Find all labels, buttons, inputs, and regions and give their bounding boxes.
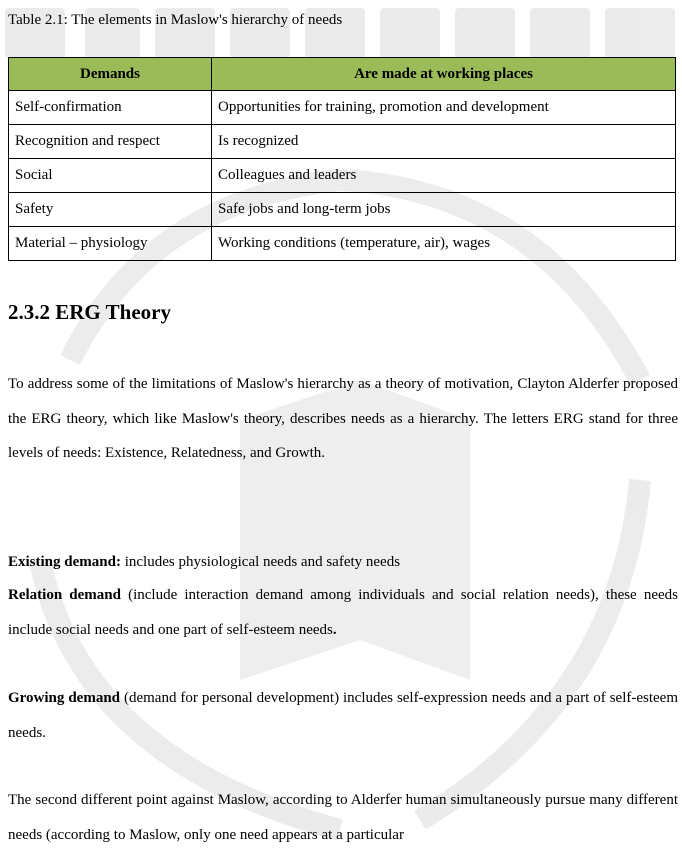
paragraph-second-point: The second different point against Maslow, according to Alderfer human simultaneously pursue many different needs (according to Maslow, only one need appears at a particular [8,792,678,843]
paragraph-growing-demand [8,681,678,750]
maslow-needs-table [8,57,676,261]
table-row [9,193,676,227]
table-cell-workplace: Is recognized [212,125,676,159]
section-heading: 2.3.2 ERG Theory [8,300,171,324]
term-relation-demand: Relation demand [8,587,121,603]
table-caption: Table 2.1: The elements in Maslow's hierarchy of needs [8,12,343,28]
paragraph-existing-demand [8,545,678,580]
table-row [9,159,676,193]
table-row [9,227,676,261]
paragraph-text: (demand for personal development) includes self-expression needs and a part of self-esteem needs. [8,690,678,741]
table-cell-demand: Recognition and respect [9,125,212,159]
table-cell-demand: Self-confirmation [9,91,212,125]
paragraph-erg-intro: To address some of the limitations of Maslow's hierarchy as a theory of motivation, Clayton Alderfer proposed the ERG theory, which like Maslow's theory, describes needs as a hierarchy. The letters ERG stand for three levels of needs: Existence, Relatedness, and Growth. [8,376,678,461]
table-cell-workplace: Opportunities for training, promotion and development [212,91,676,125]
table-row [9,125,676,159]
table-header-row [9,58,676,91]
term-growing-demand: Growing demand [8,690,121,706]
table-cell-workplace: Colleagues and leaders [212,159,676,193]
table-header-working-places: Are made at working places [212,58,676,91]
table-cell-workplace: Safe jobs and long-term jobs [212,193,676,227]
table-cell-workplace: Working conditions (temperature, air), wages [212,227,676,261]
table-row [9,91,676,125]
table-cell-demand: Material – physiology [9,227,212,261]
term-existing-demand: Existing demand: [8,554,121,570]
table-header-demands: Demands [9,58,212,91]
paragraph-text: includes physiological needs and safety needs [120,554,401,570]
paragraph-period: . [332,621,337,638]
paragraph-relation-demand [8,578,678,647]
paragraph-text: (include interaction demand among individuals and social relation needs), these needs include social needs and one part of self-esteem needs [8,587,679,638]
table-cell-demand: Safety [9,193,212,227]
table-cell-demand: Social [9,159,212,193]
